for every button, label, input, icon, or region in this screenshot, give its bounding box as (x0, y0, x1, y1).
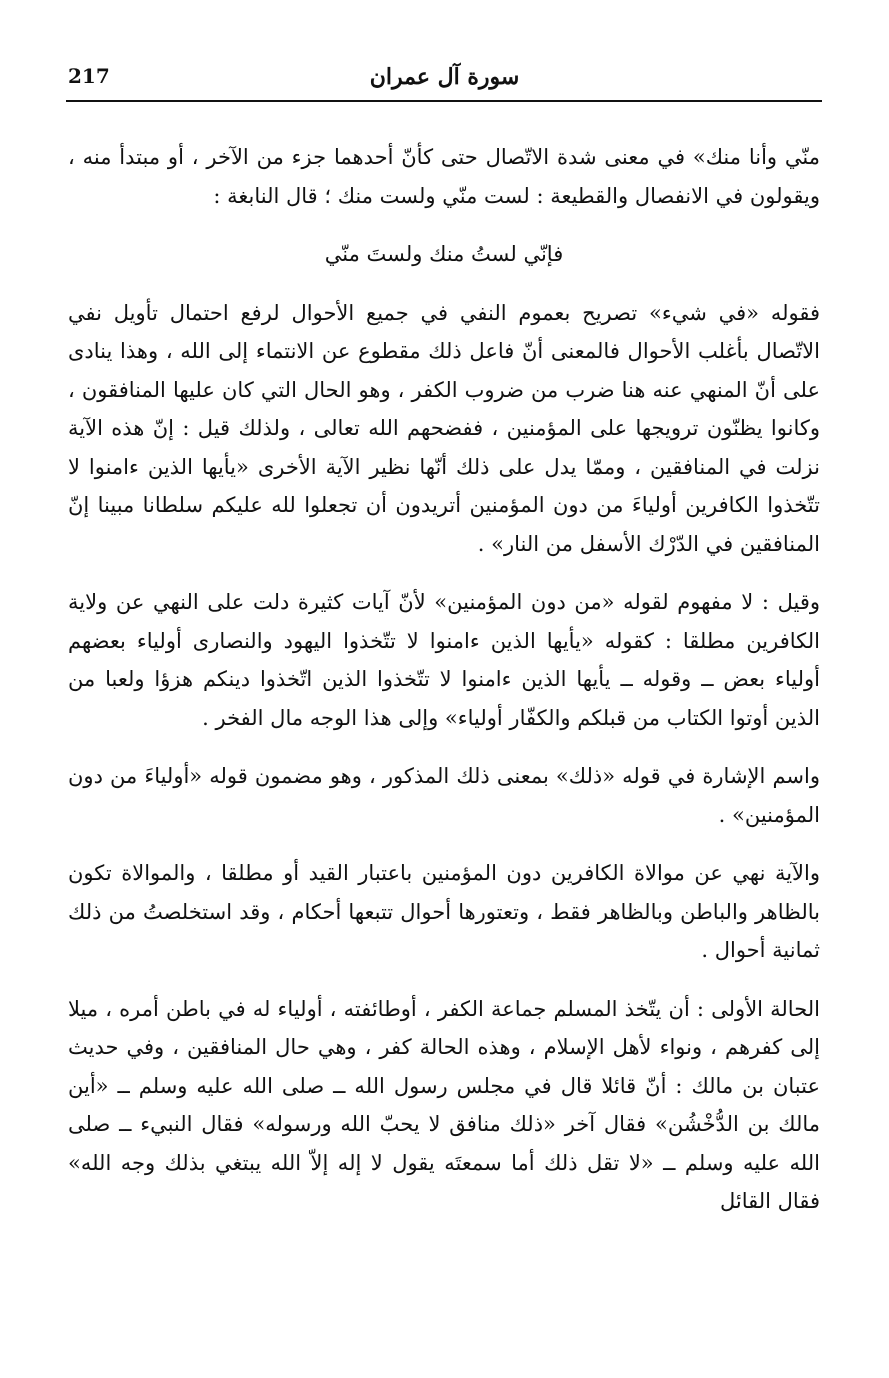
page-body (68, 138, 820, 1241)
poetry-verse: فإنّي لستُ منك ولستَ منّي (324, 242, 564, 266)
header-rule (66, 100, 822, 102)
paragraph-4: واسم الإشارة في قوله «ذلك» بمعنى ذلك المذكور ، وهو مضمون قوله «أولياءَ من دون المؤمنين» . (68, 764, 820, 827)
paragraph-1: منّي وأنا منك» في معنى شدة الاتّصال حتى كأنّ أحدهما جزء من الآخر ، أو مبتدأ منه ، ويقولون في الانفصال والقطيعة : لست منّي ولست منك ؛ قال النابغة : (68, 145, 820, 208)
paragraph-2: فقوله «في شيء» تصريح بعموم النفي في جميع الأحوال لرفع احتمال تأويل نفي الاتّصال بأغلب الأحوال فالمعنى أنّ فاعل ذلك مقطوع عن الانتماء إلى الله ، وهذا ينادى على أنّ المنهي عنه هنا ضرب من ضروب الكفر ، وهو الحال التي كان عليها المنافقون ، وكانوا يظنّون ترويجها على المؤمنين ، ففضحهم الله تعالى ، ولذلك قيل : إنّ هذه الآية نزلت في المنافقين ، وممّا يدل على ذلك أنّها نظير الآية الأخرى «يأيها الذين ءامنوا لا تتّخذوا الكافرين أولياءَ من دون المؤمنين أتريدون أن تجعلوا لله عليكم سلطانا مبينا إنّ المنافقين في الدّرْك الأسفل من النار» . (68, 300, 820, 556)
page-number: 217 (68, 64, 110, 88)
paragraph-5: والآية نهي عن موالاة الكافرين دون المؤمنين باعتبار القيد أو مطلقا ، والموالاة تكون بالظاهر والباطن وبالظاهر فقط ، وتعتورها أحوال تتبعها أحكام ، وقد استخلصتُ من ذلك ثمانية أحوال . (68, 861, 821, 962)
paragraph-3: وقيل : لا مفهوم لقوله «من دون المؤمنين» لأنّ آيات كثيرة دلت على النهي عن ولاية الكافرين مطلقا : كقوله «يأيها الذين ءامنوا لا تتّخذوا اليهود والنصارى أولياء بعضهم أولياء بعض ــ وقوله ــ يأيها الذين ءامنوا لا تتّخذوا الذين اتّخذوا دينكم هزؤا ولعبا من الذين أوتوا الكتاب من قبلكم والكفّار أولياء» وإلى هذا الوجه مال الفخر . (68, 590, 820, 730)
running-title: سورة آل عمران (369, 64, 520, 90)
paragraph-6: الحالة الأولى : أن يتّخذ المسلم جماعة الكفر ، أوطائفته ، أولياء له في باطن أمره ، ميلا إلى كفرهم ، ونواء لأهل الإسلام ، وهذه الحالة كفر ، وهي حال المنافقين ، وفي حديث عتبان بن مالك : أنّ قائلا قال في مجلس رسول الله ــ صلى الله عليه وسلم ــ «أين مالك بن الدُّخْشُن» فقال آخر «ذلك منافق لا يحبّ الله ورسوله» فقال النبيء ــ صلى الله عليه وسلم ــ «لا تقل ذلك أما سمعتَه يقول لا إله إلاّ الله يبتغي بذلك وجه الله» فقال القائل (68, 996, 820, 1213)
